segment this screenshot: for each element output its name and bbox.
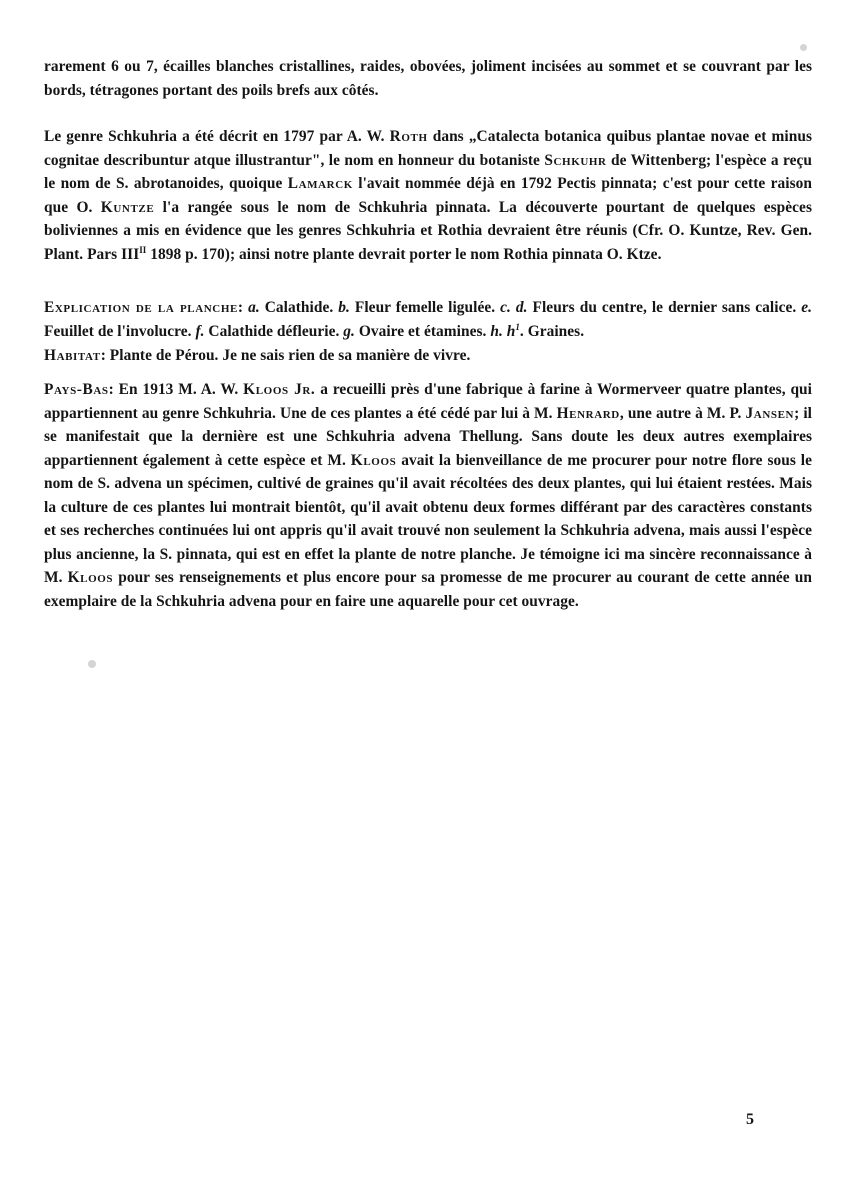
page-number: 5 bbox=[746, 1111, 754, 1128]
paragraph-text: rarement 6 ou 7, écailles blanches cristallines, raides, obovées, joliment incisées au sommet et se couvrant par les bords, tétragones portant des poils brefs aux côtés. bbox=[44, 58, 812, 99]
author-name-lamarck: Lamarck bbox=[287, 175, 353, 192]
paragraph-habitat bbox=[44, 344, 812, 368]
text-run: Feuillet de l'involucre. bbox=[44, 322, 196, 340]
text-run: ; il se manifestait que la dernière est une Schkuhria advena Thellung. Sans doute les deux autres exemplaires appartiennent également à cette espèce et M. bbox=[44, 404, 812, 469]
text-run: a recueilli près d'une fabrique à farine à Wormerveer quatre plantes, qui appartiennent au genre Schkuhria. Une de ces plantes a été cédé par lui à M. bbox=[44, 381, 812, 422]
paragraph-genus-history bbox=[44, 125, 812, 266]
text-run: : bbox=[237, 299, 249, 316]
superscript: 1 bbox=[515, 321, 520, 332]
paragraph-plate-explanation bbox=[44, 296, 812, 343]
text-run: dans „Catalecta botanica quibus plantae novae et minus cognitae describuntur atque illustrantur", le nom en honneur du botaniste bbox=[44, 128, 812, 169]
figure-letter: f. bbox=[195, 322, 205, 340]
author-name-roth: Roth bbox=[389, 128, 428, 145]
text-run: Calathide. bbox=[259, 299, 339, 316]
figure-letter: c. d. bbox=[500, 299, 528, 316]
author-name-schkuhr: Schkuhr bbox=[544, 151, 607, 169]
text-run: l'a rangée sous le nom de Schkuhria pinnata. La découverte pourtant de quelques espèces boliviennes a mis en évidence que les genres Schkuhria et Rothia devraient être réunis (Cfr. O. Kuntze, Rev. Gen. Plant. Pars III bbox=[44, 198, 812, 263]
paragraph-description-continued bbox=[44, 55, 812, 102]
text-run: Calathide défleurie. bbox=[204, 322, 344, 340]
paragraph-pays-bas bbox=[44, 378, 812, 613]
figure-letter: h. h bbox=[490, 322, 516, 340]
text-run: 1898 p. 170); ainsi notre plante devrait porter le nom Rothia pinnata O. Ktze. bbox=[146, 245, 662, 263]
person-name-jansen: Jansen bbox=[745, 404, 795, 422]
text-run: Le genre Schkuhria a été décrit en 1797 par A. W. bbox=[44, 128, 390, 145]
text-run: Ovaire et étamines. bbox=[354, 322, 491, 340]
scan-speck bbox=[88, 660, 96, 668]
person-name-henrard: Henrard bbox=[556, 404, 620, 422]
section-heading-pays-bas: Pays-Bas bbox=[44, 381, 109, 398]
text-run: de Wittenberg; l'espèce a reçu le nom de S. abrotanoides, quoique bbox=[44, 151, 812, 192]
text-run: : Plante de Pérou. Je ne sais rien de sa manière de vivre. bbox=[100, 347, 471, 364]
section-heading-explication: Explication de la planche bbox=[44, 299, 238, 316]
person-name-kloos: Kloos bbox=[67, 569, 114, 586]
figure-letter: g. bbox=[343, 322, 355, 340]
author-name-kuntze: Kuntze bbox=[100, 198, 155, 216]
text-run: : En 1913 M. A. W. bbox=[108, 381, 244, 398]
figure-letter: b. bbox=[338, 299, 350, 316]
section-heading-habitat: Habitat bbox=[44, 347, 101, 364]
figure-letter: a. bbox=[248, 299, 260, 316]
figure-letter: e. bbox=[801, 299, 813, 316]
text-run: . Graines. bbox=[519, 322, 585, 340]
text-run: l'avait nommée déjà en 1792 Pectis pinnata; c'est pour cette raison que O. bbox=[44, 175, 812, 216]
superscript: II bbox=[139, 244, 147, 255]
text-run: pour ses renseignements et plus encore pour sa promesse de me procurer au courant de cette année un exemplaire de la Schkuhria advena pour en faire une aquarelle pour cet ouvrage. bbox=[44, 569, 813, 610]
text-run: avait la bienveillance de me procurer pour notre flore sous le nom de S. advena un spécimen, cultivé de graines qu'il avait récoltées des deux plantes, qui lui étaient restées. Mais la culture de ces plantes lui montrait bientôt, qu'il avait obtenu deux formes différant par des caractères constants et ses recherches continuées lui ont appris qu'il avait trouvé non seulement la Schkuhria advena, mais aussi l'espèce plus ancienne, la S. pinnata, qui est en effet la plante de notre planche. Je témoigne ici ma sincère reconnaissance à M. bbox=[44, 451, 813, 586]
person-name-kloos: Kloos Jr. bbox=[243, 381, 316, 398]
text-run: Fleurs du centre, le dernier sans calice. bbox=[527, 299, 802, 316]
text-run: , une autre à M. P. bbox=[619, 404, 746, 422]
text-run: Fleur femelle ligulée. bbox=[349, 299, 501, 316]
scan-speck bbox=[800, 44, 807, 51]
person-name-kloos: Kloos bbox=[350, 451, 397, 469]
